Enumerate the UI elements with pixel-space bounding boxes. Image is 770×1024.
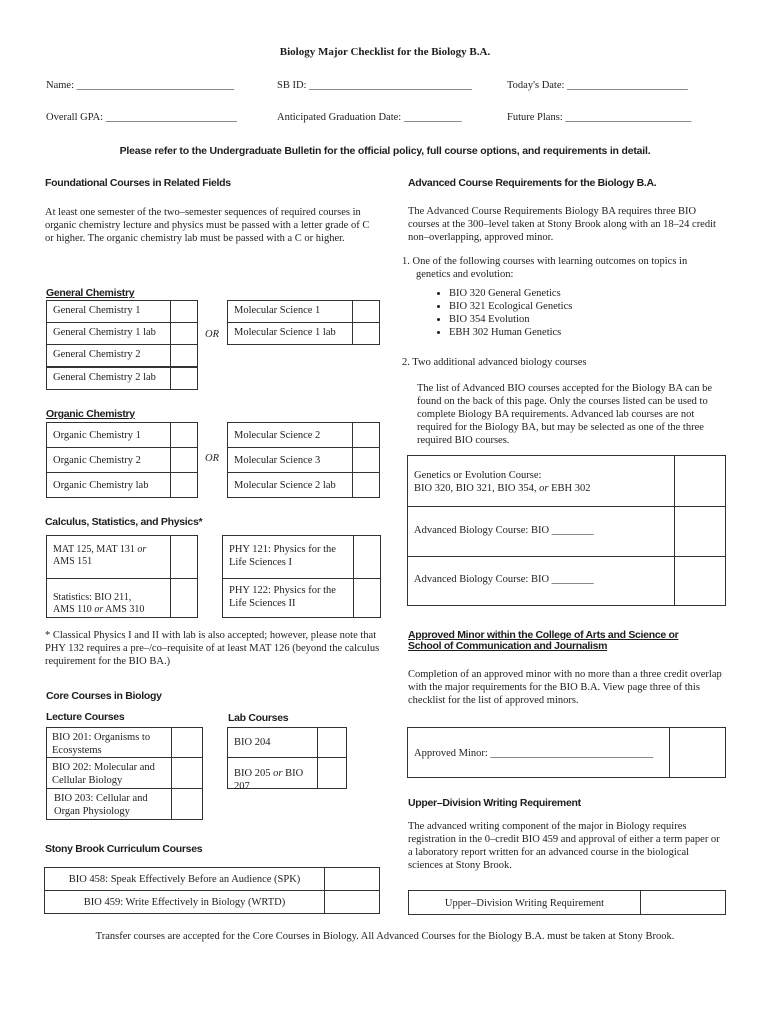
genetics-evolution-checkbox[interactable] — [674, 455, 726, 507]
gen-chem-1-lab-checkbox[interactable] — [170, 322, 198, 345]
bio205-or: or — [273, 768, 283, 779]
bio201-checkbox[interactable] — [171, 727, 203, 758]
approved-minor-heading: Approved Minor within the College of Arts and Science or School of Communication and Journalism — [408, 629, 679, 652]
stats-box — [46, 578, 171, 618]
calculus-heading: Calculus, Statistics, and Physics* — [45, 516, 203, 528]
mol-sci-2-box: Molecular Science 2 — [227, 422, 353, 448]
bio459-checkbox[interactable] — [324, 890, 380, 914]
organic-chemistry-heading: Organic Chemistry — [46, 408, 135, 420]
phy121-checkbox[interactable] — [353, 535, 381, 579]
bio458-box: BIO 458: Speak Effectively Before an Audience (SPK) — [44, 867, 325, 891]
mat-checkbox[interactable] — [170, 535, 198, 579]
name-field[interactable]: Name: ______________________________ — [46, 80, 235, 91]
mol-sci-2-checkbox[interactable] — [352, 422, 380, 448]
mol-sci-1-lab-box: Molecular Science 1 lab — [227, 322, 353, 345]
org-chem-lab-checkbox[interactable] — [170, 472, 198, 498]
gen-chem-1-box: General Chemistry 1 — [46, 300, 171, 323]
org-chem-1-checkbox[interactable] — [170, 422, 198, 448]
stats-text-3: AMS 310 — [103, 604, 145, 615]
org-chem-2-box: Organic Chemistry 2 — [46, 447, 171, 473]
writing-heading: Upper–Division Writing Requirement — [408, 797, 581, 809]
genetics-evolution-last: EBH 302 — [548, 483, 591, 494]
physics-footnote: * Classical Physics I and II with lab is also accepted; however, please note that PHY 132 requires a pre–/co–requisite of at least MAT 126 (beyond the calculus requirement for the BIO BA.) — [45, 630, 380, 667]
mol-sci-2-lab-checkbox[interactable] — [352, 472, 380, 498]
general-chemistry-heading: General Chemistry — [46, 287, 135, 299]
bio459-box: BIO 459: Write Effectively in Biology (WRTD) — [44, 890, 325, 914]
approved-minor-text: Completion of an approved minor with no more than a three credit overlap with the major requirements for the BIO B.A. View page three of this checklist for the list of approved minors. — [408, 669, 722, 706]
phy121-box: PHY 121: Physics for the Life Sciences I — [222, 535, 354, 579]
advanced-course-2-checkbox[interactable] — [674, 556, 726, 606]
org-chem-or: OR — [205, 453, 219, 464]
requirement-2-text: The list of Advanced BIO courses accepted for the Biology BA can be found on the back of this page. Only the courses listed can be used to complete Biology BA requirements. Advanced lab courses are not required for the Biology BA, but may be selected as one of the three required BIO courses. — [417, 383, 713, 446]
stats-or: or — [94, 604, 104, 615]
mat-text: MAT 125, MAT 131 — [53, 544, 138, 555]
sbc-heading: Stony Brook Curriculum Courses — [45, 843, 203, 855]
mol-sci-1-checkbox[interactable] — [352, 300, 380, 323]
org-chem-1-box: Organic Chemistry 1 — [46, 422, 171, 448]
bio204-checkbox[interactable] — [317, 727, 347, 758]
gen-chem-2-box: General Chemistry 2 — [46, 344, 171, 367]
bullet-item: • BIO 320 General Genetics — [449, 287, 697, 300]
bio204-box: BIO 204 — [227, 727, 318, 758]
transfer-footer: Transfer courses are accepted for the Core Courses in Biology. All Advanced Courses for the Biology B.A. must be taken at Stony Brook. — [95, 931, 675, 942]
advanced-course-2-box[interactable]: Advanced Biology Course: BIO ________ — [407, 556, 675, 606]
graduation-date-field[interactable]: Anticipated Graduation Date: ___________ — [277, 112, 462, 123]
genetics-evolution-courses: BIO 320, BIO 321, BIO 354, — [414, 483, 540, 494]
mol-sci-2-lab-box: Molecular Science 2 lab — [227, 472, 353, 498]
gen-chem-2-lab-checkbox[interactable] — [170, 367, 198, 390]
writing-requirement-box: Upper–Division Writing Requirement — [408, 890, 641, 915]
foundational-heading: Foundational Courses in Related Fields — [45, 177, 231, 189]
future-plans-field[interactable]: Future Plans: ________________________ — [507, 112, 692, 123]
org-chem-lab-box: Organic Chemistry lab — [46, 472, 171, 498]
advanced-text: The Advanced Course Requirements Biology BA requires three BIO courses at the 300–level taken at Stony Brook along with an 18–24 credit non–overlapping, approved minor. — [408, 206, 716, 243]
overall-gpa-field[interactable]: Overall GPA: _________________________ — [46, 112, 237, 123]
bio202-box: BIO 202: Molecular and Cellular Biology — [46, 757, 172, 789]
gen-chem-2-lab-box: General Chemistry 2 lab — [46, 367, 171, 390]
requirement-1: 1. One of the following courses with learning outcomes on topics in genetics and evolution: — [402, 256, 688, 280]
writing-text: The advanced writing component of the major in Biology requires registration in the 0–credit BIO 459 and approval of either a term paper or a laboratory report written for an advanced course in the biological sciences at Stony Brook. — [408, 821, 720, 871]
mol-sci-3-box: Molecular Science 3 — [227, 447, 353, 473]
mat-box — [46, 535, 171, 579]
advanced-heading: Advanced Course Requirements for the Biology B.A. — [408, 177, 657, 189]
bio205-box — [227, 757, 318, 792]
lab-courses-heading: Lab Courses — [228, 712, 289, 724]
org-chem-2-checkbox[interactable] — [170, 447, 198, 473]
stats-text: Statistics: BIO 211, — [53, 592, 132, 603]
bullet-item: • BIO 321 Ecological Genetics — [449, 300, 697, 313]
ams-text: AMS 151 — [53, 556, 93, 567]
gen-chem-or: OR — [205, 329, 219, 340]
requirement-2: 2. Two additional advanced biology courses — [402, 357, 587, 368]
bio207-text: BIO 207 — [234, 768, 304, 792]
mol-sci-1-box: Molecular Science 1 — [227, 300, 353, 323]
bio202-checkbox[interactable] — [171, 757, 203, 789]
foundational-text: At least one semester of the two–semester sequences of required courses in organic chemistry lecture and physics must be passed with a letter grade of C or higher. The organic chemistry lab must be passed with a C or higher. — [45, 207, 370, 244]
bullet-item: • BIO 354 Evolution — [449, 313, 697, 326]
mol-sci-1-lab-checkbox[interactable] — [352, 322, 380, 345]
genetics-evolution-label: Genetics or Evolution Course: — [414, 470, 542, 481]
mat-or: or — [137, 544, 147, 555]
gen-chem-1-checkbox[interactable] — [170, 300, 198, 323]
bullet-item: • EBH 302 Human Genetics — [449, 326, 697, 339]
bio205-text: BIO 205 — [234, 768, 274, 779]
todays-date-field[interactable]: Today's Date: _______________________ — [507, 80, 688, 91]
genetics-evolution-box — [407, 455, 675, 507]
writing-requirement-checkbox[interactable] — [640, 890, 726, 915]
bulletin-notice: Please refer to the Undergraduate Bulletin for the official policy, full course options, and requirements in detail. — [119, 145, 651, 157]
phy122-box: PHY 122: Physics for the Life Sciences II — [222, 578, 354, 618]
bio201-box: BIO 201: Organisms to Ecosystems — [46, 727, 172, 758]
gen-chem-2-checkbox[interactable] — [170, 344, 198, 367]
bio458-checkbox[interactable] — [324, 867, 380, 891]
advanced-course-1-box[interactable]: Advanced Biology Course: BIO ________ — [407, 506, 675, 557]
page-title: Biology Major Checklist for the Biology B.A. — [279, 46, 491, 58]
mol-sci-3-checkbox[interactable] — [352, 447, 380, 473]
stats-checkbox[interactable] — [170, 578, 198, 618]
approved-minor-checkbox[interactable] — [669, 727, 726, 778]
sbid-field[interactable]: SB ID: _______________________________ — [277, 80, 472, 91]
phy122-checkbox[interactable] — [353, 578, 381, 618]
lecture-courses-heading: Lecture Courses — [46, 711, 125, 723]
stats-text-2: AMS 110 — [53, 604, 95, 615]
genetics-bullet-list — [437, 287, 697, 339]
approved-minor-field[interactable]: Approved Minor: _______________________________ — [407, 727, 670, 778]
genetics-evolution-or: or — [539, 483, 549, 494]
advanced-course-1-checkbox[interactable] — [674, 506, 726, 557]
core-courses-heading: Core Courses in Biology — [46, 690, 162, 702]
bio203-box: BIO 203: Cellular and Organ Physiology — [46, 788, 172, 820]
bio205-checkbox[interactable] — [317, 757, 347, 789]
gen-chem-1-lab-box: General Chemistry 1 lab — [46, 322, 171, 345]
bio203-checkbox[interactable] — [171, 788, 203, 820]
